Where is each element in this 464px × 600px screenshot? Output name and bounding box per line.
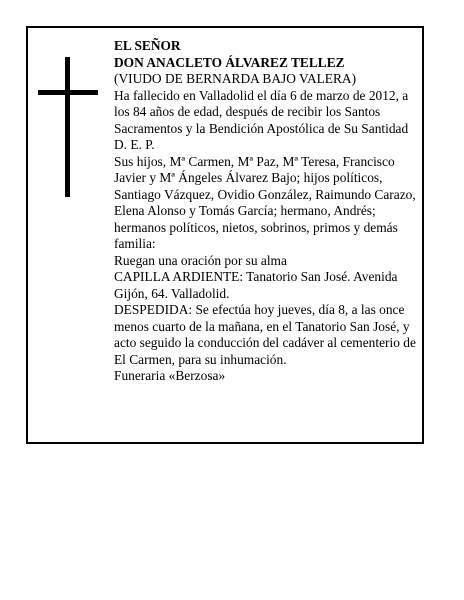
funeral-home: Funeraria «Berzosa» (114, 368, 226, 383)
farewell-info: DESPEDIDA: Se efectúa hoy jueves, día 8, a las once menos cuarto de la mañana, en el Tanatorio San José, y acto seguido la conducción del cadáver al cementerio de El Carmen, para su inhumación. (114, 302, 416, 367)
notice-body (114, 38, 419, 385)
family-list: Sus hijos, Mª Carmen, Mª Paz, Mª Teresa, Francisco Javier y Mª Ángeles Álvarez Bajo; hijos políticos, Santiago Vázquez, Ovidio González, Raimundo Carazo, Elena Alonso y Tomás García; hermano, Andrés; hermanos políticos, nietos, sobrinos, primos y demás familia: (114, 153, 416, 251)
prayer-request: Ruegan una oración por su alma (114, 252, 287, 268)
deceased-name: DON ANACLETO ÁLVAREZ TELLEZ (114, 54, 345, 70)
chapel-info: CAPILLA ARDIENTE: Tanatorio San José. Avenida Gijón, 64. Valladolid. (114, 269, 398, 301)
cross-horizontal-bar (38, 90, 98, 95)
death-announcement: Ha fallecido en Valladolid el día 6 de marzo de 2012, a los 84 años de edad, después de recibir los Santos Sacramentos y la Bendición Apostólica de Su Santidad D. E. P. (114, 87, 409, 152)
notice-title: EL SEÑOR (114, 38, 181, 53)
cross-icon (38, 57, 98, 197)
widower-line: (VIUDO DE BERNARDA BAJO VALERA) (114, 71, 357, 86)
obituary-notice (26, 26, 424, 444)
cross-vertical-bar (65, 57, 70, 197)
